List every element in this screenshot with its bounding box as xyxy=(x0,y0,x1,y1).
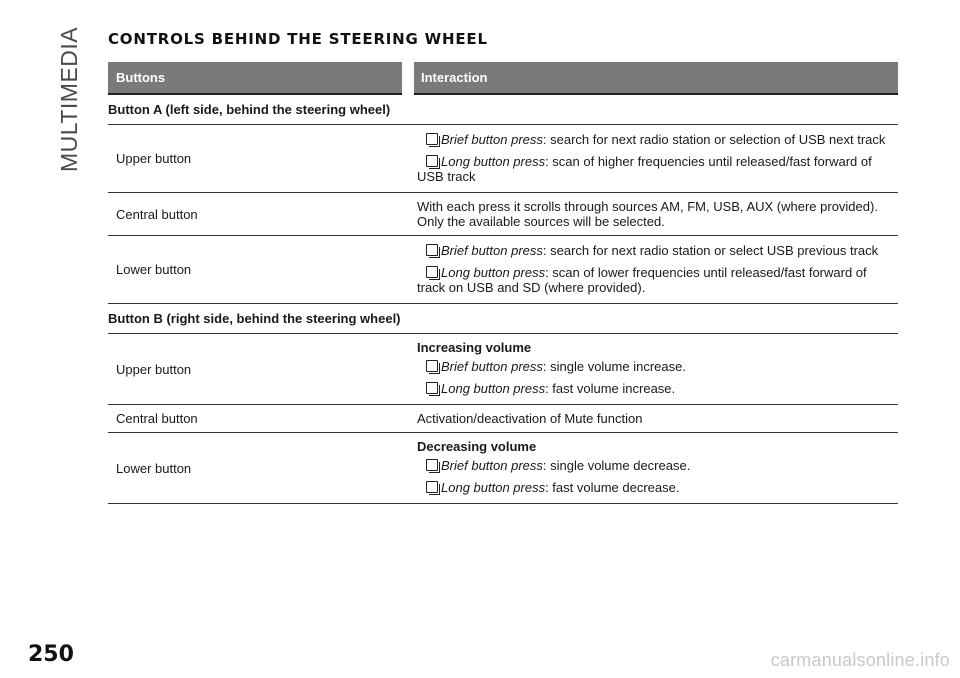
list-item xyxy=(417,479,890,497)
bullet-icon xyxy=(426,481,438,493)
row-description xyxy=(408,334,898,405)
table-row xyxy=(108,334,898,405)
page-title: CONTROLS BEHIND THE STEERING WHEEL xyxy=(108,30,488,48)
item-text: : search for next radio station or selection of USB next track xyxy=(542,132,886,147)
list-item xyxy=(417,358,890,376)
item-text: : search for next radio station or select USB previous track xyxy=(542,243,879,258)
item-text: : fast volume increase. xyxy=(545,381,676,396)
list-item xyxy=(417,380,890,398)
watermark-text: carmanualsonline.info xyxy=(770,650,950,670)
header-buttons: Buttons xyxy=(108,62,408,94)
row-label: Upper button xyxy=(108,334,408,405)
list-item xyxy=(417,264,890,297)
item-text: : fast volume decrease. xyxy=(545,480,680,495)
bullet-icon xyxy=(426,155,438,167)
list-item xyxy=(417,242,890,260)
item-text: : scan of higher frequencies until released/fast forward of USB track xyxy=(417,154,872,184)
row-description: Activation/deactivation of Mute function xyxy=(408,405,898,433)
table-row xyxy=(108,236,898,304)
item-text: : scan of lower frequencies until released/fast forward of track on USB and SD (where provided). xyxy=(417,265,867,295)
controls-table xyxy=(108,62,898,504)
list-item xyxy=(417,153,890,186)
bullet-icon xyxy=(426,360,438,372)
row-label: Lower button xyxy=(108,236,408,304)
bullet-icon xyxy=(426,459,438,471)
section-side-label-text: MULTIMEDIA xyxy=(56,26,82,172)
header-interaction: Interaction xyxy=(408,62,898,94)
list-item xyxy=(417,131,890,149)
item-emphasis: Brief button press xyxy=(441,132,543,147)
row-subheading: Increasing volume xyxy=(417,340,532,355)
page-number: 250 xyxy=(28,642,74,667)
list-item xyxy=(417,457,890,475)
item-emphasis: Long button press xyxy=(441,381,546,396)
table-header-row xyxy=(108,62,898,94)
table-row xyxy=(108,405,898,433)
row-label: Lower button xyxy=(108,433,408,504)
row-description: With each press it scrolls through sources AM, FM, USB, AUX (where provided). Only the available sources will be selected. xyxy=(408,193,898,236)
bullet-icon xyxy=(426,133,438,145)
item-emphasis: Long button press xyxy=(441,154,546,169)
row-subheading: Decreasing volume xyxy=(417,439,537,454)
item-emphasis: Brief button press xyxy=(441,458,543,473)
item-emphasis: Brief button press xyxy=(441,243,543,258)
row-description xyxy=(408,125,898,193)
table-row xyxy=(108,433,898,504)
bullet-icon xyxy=(426,382,438,394)
item-text: : single volume increase. xyxy=(542,359,686,374)
row-label: Upper button xyxy=(108,125,408,193)
table-row xyxy=(108,193,898,236)
bullet-icon xyxy=(426,244,438,256)
table-row xyxy=(108,125,898,193)
group-row-b xyxy=(108,304,898,334)
row-label: Central button xyxy=(108,193,408,236)
item-emphasis: Brief button press xyxy=(441,359,543,374)
group-title-a: Button A (left side, behind the steering wheel) xyxy=(108,94,898,125)
bullet-icon xyxy=(426,266,438,278)
group-title-b: Button B (right side, behind the steering wheel) xyxy=(108,304,898,334)
item-emphasis: Long button press xyxy=(441,480,546,495)
section-side-label xyxy=(56,26,82,172)
group-row-a xyxy=(108,94,898,125)
row-description xyxy=(408,433,898,504)
row-description xyxy=(408,236,898,304)
row-label: Central button xyxy=(108,405,408,433)
item-text: : single volume decrease. xyxy=(542,458,691,473)
item-emphasis: Long button press xyxy=(441,265,546,280)
